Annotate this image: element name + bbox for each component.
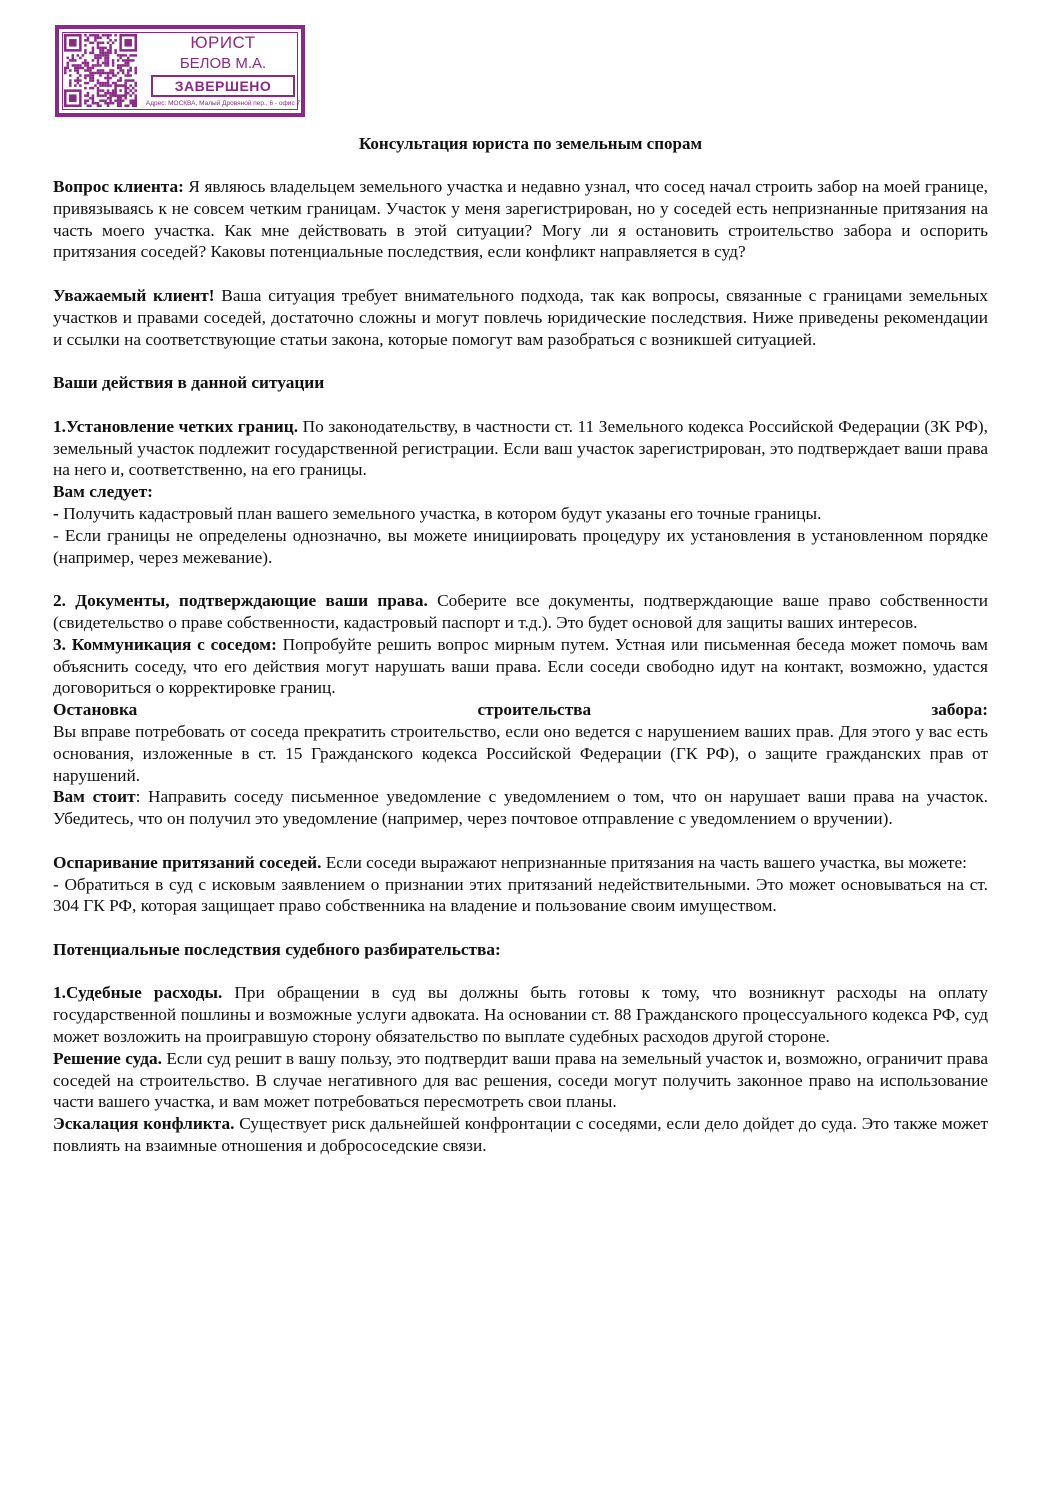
qr-code-icon bbox=[64, 34, 137, 107]
step1-text: По законодательству, в частности ст. 11 Земельного кодекса Российской Федерации (ЗК РФ), земельный участок подлежит государственной регистрации. Если ваш участок зарегистрирован, это подтверждает ваши права на него и, соответственно, на его границы. bbox=[53, 416, 988, 480]
decision-paragraph bbox=[53, 1048, 988, 1113]
greeting-lead: Уважаемый клиент! bbox=[53, 285, 215, 305]
stamp-name: БЕЛОВ М.А. bbox=[179, 55, 267, 72]
stop-heading-word-3: забора: bbox=[931, 700, 988, 720]
consequences-heading-text: Потенциальные последствия судебного разбирательства: bbox=[53, 939, 501, 959]
question-lead: Вопрос клиента: bbox=[53, 177, 184, 196]
notice-lead: Вам стоит bbox=[53, 787, 136, 807]
step3-text: Попробуйте решить вопрос мирным путем. Устная или письменная беседа может помочь вам объяснить соседу, что его действия могут нарушать ваши права. Если соседи свободно идут на контакт, возможно, удастся договориться о корректировке границ. bbox=[53, 634, 988, 698]
stop-heading bbox=[53, 699, 988, 721]
document-body bbox=[53, 176, 988, 1157]
step1-paragraph bbox=[53, 416, 988, 481]
should-label-text: Вам следует: bbox=[53, 482, 153, 502]
document-title: Консультация юриста по земельным спорам bbox=[358, 134, 703, 153]
escalation-lead: Эскалация конфликта. bbox=[53, 1114, 235, 1134]
step2-lead: 2. Документы, подтверждающие ваши права. bbox=[53, 591, 428, 611]
dispute-item: - Обратиться в суд с исковым заявлением о признании этих притязаний недействительными. Это может основываться на ст. 304 ГК РФ, которая защищает право собственника на владение и пользование своим имуществом. bbox=[53, 874, 988, 916]
stamp-status: ЗАВЕРШЕНО bbox=[151, 75, 295, 97]
decision-lead: Решение суда. bbox=[53, 1048, 162, 1068]
should-item-1-lead: - bbox=[53, 503, 59, 523]
dispute-paragraph bbox=[53, 852, 988, 874]
costs-paragraph bbox=[53, 982, 988, 1047]
step3-paragraph bbox=[53, 634, 988, 699]
escalation-paragraph bbox=[53, 1113, 988, 1157]
escalation-text: Существует риск дальнейшей конфронтации с соседями, если дело дойдет до суда. Это также может повлиять на взаимные отношения и добрососедские связи. bbox=[53, 1114, 989, 1156]
step2-text: Соберите все документы, подтверждающие ваше право собственности (свидетельство о праве собственности, кадастровый паспорт и т.д.). Это будет основой для защиты ваших интересов. bbox=[53, 591, 988, 632]
greeting-paragraph bbox=[53, 285, 988, 350]
notice-text: : Направить соседу письменное уведомление с уведомлением о том, что он нарушает ваши права на участок. Убедитесь, что он получил это уведомление (например, через почтовое отправление с уведомлением о вручении). bbox=[53, 787, 989, 829]
should-item-1-text: Получить кадастровый план вашего земельного участка, в котором будут указаны его точные границы. bbox=[58, 503, 822, 523]
should-item-1 bbox=[53, 503, 988, 525]
dispute-text: Если соседи выражают непризнанные притязания на часть вашего участка, вы можете: bbox=[321, 852, 967, 872]
stop-heading-word-2: строительства bbox=[477, 700, 592, 720]
actions-heading bbox=[53, 372, 988, 394]
notice-paragraph bbox=[53, 786, 988, 830]
should-item-2: - Если границы не определены однозначно, вы можете инициировать процедуру их установления в установленном порядке (например, через межевание). bbox=[53, 525, 988, 567]
question-text: Я являюсь владельцем земельного участка и недавно узнал, что сосед начал строить забор на моей границе, привязываясь к не совсем четким границам. Участок у меня зарегистрирован, но у соседей есть непризнанные притязания на часть моего участка. Как мне действовать в этой ситуации? Могу ли я остановить строительство забора и оспорить притязания соседей? Каковы потенциальные последствия, если конфликт направляется в суд? bbox=[53, 177, 988, 262]
lawyer-stamp bbox=[55, 25, 305, 117]
should-label bbox=[53, 481, 988, 503]
actions-heading-text: Ваши действия в данной ситуации bbox=[53, 373, 325, 393]
client-question bbox=[53, 176, 988, 263]
stop-heading-word-1: Остановка bbox=[53, 700, 138, 720]
costs-text: При обращении в суд вы должны быть готовы к тому, что возникнут расходы на оплату государственной пошлины и возможные услуги адвоката. На основании ст. 88 Гражданского процессуального кодекса РФ, суд может возложить на проигравшую сторону обязательство по выплате судебных расходов другой стороне. bbox=[53, 983, 988, 1047]
greeting-text: Ваша ситуация требует внимательного подхода, так как вопросы, связанные с границами земельных участков и правами соседей, достаточно сложны и могут повлечь юридические последствия. Ниже приведены рекомендации и ссылки на соответствующие статьи закона, которые помогут вам разобраться с возникшей ситуацией. bbox=[53, 285, 988, 349]
step3-lead: 3. Коммуникация с соседом: bbox=[53, 634, 277, 654]
dispute-lead: Оспаривание притязаний соседей. bbox=[53, 852, 322, 872]
stamp-address: Адрес: МОСКВА, Малый Дровяной пер., 6 - офис 7 bbox=[145, 100, 301, 107]
step1-lead: 1.Установление четких границ. bbox=[53, 416, 299, 436]
consequences-heading bbox=[53, 939, 988, 961]
step2-paragraph bbox=[53, 590, 988, 634]
costs-lead: 1.Судебные расходы. bbox=[53, 983, 223, 1003]
stop-text: Вы вправе потребовать от соседа прекратить строительство, если оно ведется с нарушением ваших прав. Для этого у вас есть основания, изложенные в ст. 15 Гражданского кодекса Российской Федерации (ГК РФ), о защите гражданских прав от нарушений. bbox=[53, 721, 988, 785]
stamp-title: ЮРИСТ bbox=[190, 33, 256, 52]
decision-text: Если суд решит в вашу пользу, это подтвердит ваши права на земельный участок и, возможно, ограничит права соседей на строительство. В случае негативного для вас решения, соседи могут получить законное право на использование части вашего участка, и вам может потребоваться пересмотреть свои планы. bbox=[53, 1048, 988, 1112]
